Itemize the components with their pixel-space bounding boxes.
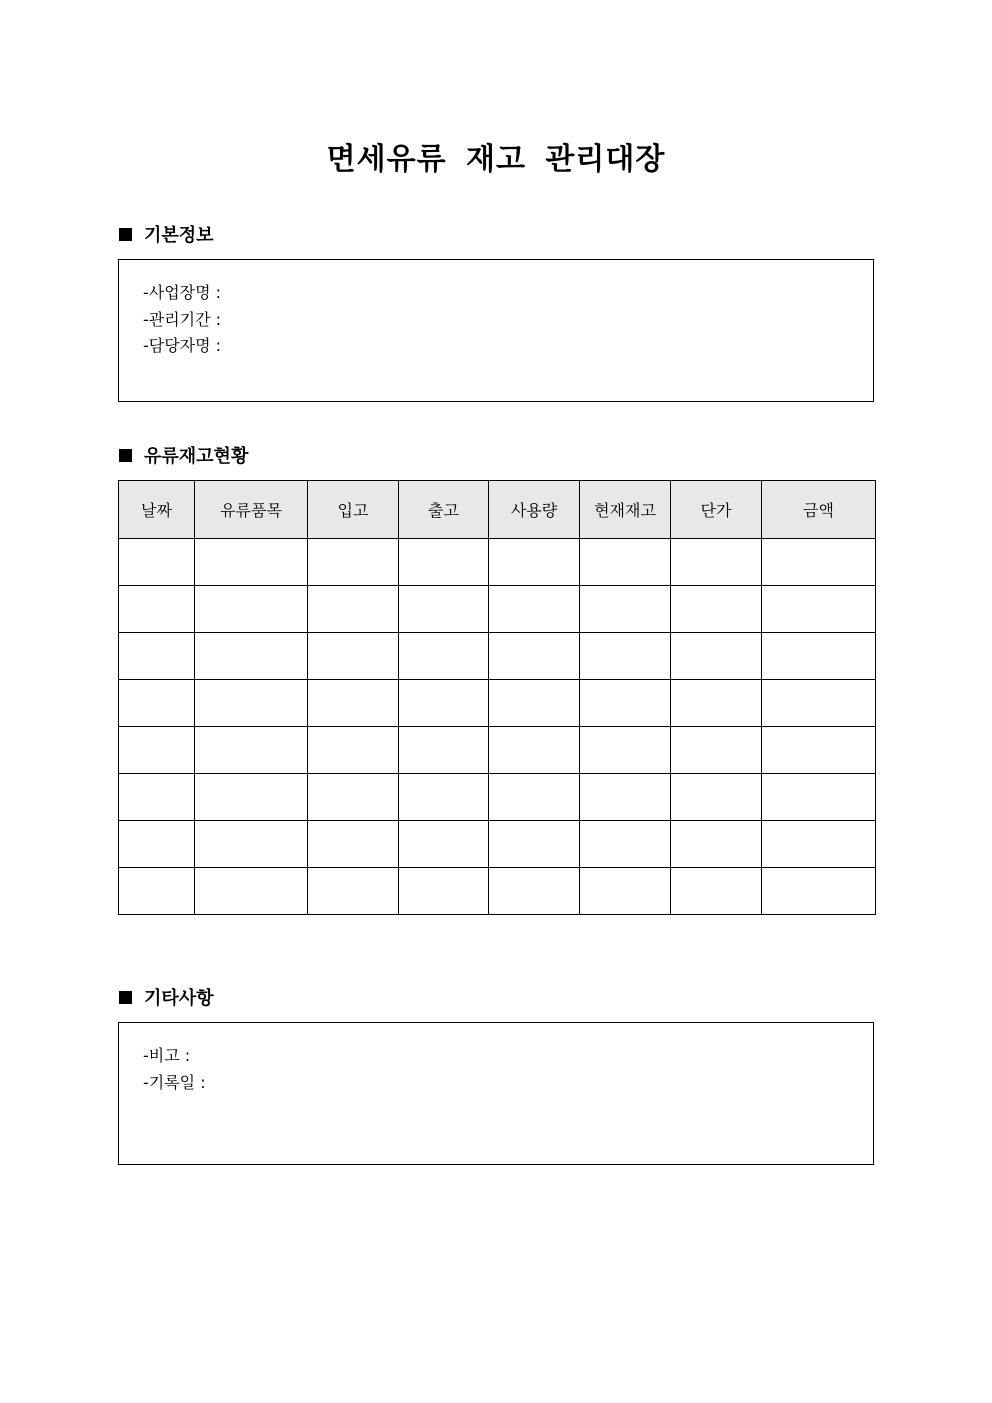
table-cell[interactable] [195, 821, 308, 868]
column-header-current-stock: 현재재고 [580, 481, 671, 539]
table-cell[interactable] [489, 539, 580, 586]
table-cell[interactable] [119, 539, 195, 586]
table-cell[interactable] [195, 868, 308, 915]
table-cell[interactable] [580, 727, 671, 774]
table-cell[interactable] [399, 727, 489, 774]
table-row [119, 539, 876, 586]
table-cell[interactable] [489, 774, 580, 821]
document-title: 면세유류 재고 관리대장 [326, 142, 666, 177]
table-cell[interactable] [671, 727, 762, 774]
table-cell[interactable] [119, 633, 195, 680]
other-heading [119, 985, 214, 1009]
table-cell[interactable] [671, 633, 762, 680]
table-cell[interactable] [762, 868, 876, 915]
table-cell[interactable] [195, 633, 308, 680]
table-row [119, 633, 876, 680]
table-cell[interactable] [671, 821, 762, 868]
table-cell[interactable] [489, 586, 580, 633]
basic-info-box [118, 259, 874, 402]
table-cell[interactable] [580, 774, 671, 821]
square-bullet-icon [119, 228, 132, 241]
remarks-field[interactable]: -비고 : [143, 1046, 191, 1065]
business-name-field[interactable]: -사업장명 : [143, 283, 222, 302]
table-row [119, 727, 876, 774]
table-cell[interactable] [489, 868, 580, 915]
column-header-inbound: 입고 [308, 481, 399, 539]
table-cell[interactable] [489, 633, 580, 680]
other-heading-label: 기타사항 [144, 988, 214, 1009]
table-cell[interactable] [580, 868, 671, 915]
column-header-usage: 사용량 [489, 481, 580, 539]
table-cell[interactable] [762, 680, 876, 727]
manager-name-field[interactable]: -담당자명 : [143, 336, 222, 355]
table-cell[interactable] [762, 727, 876, 774]
table-cell[interactable] [399, 586, 489, 633]
table-cell[interactable] [308, 774, 399, 821]
table-cell[interactable] [195, 539, 308, 586]
column-header-outbound: 출고 [399, 481, 489, 539]
table-cell[interactable] [399, 633, 489, 680]
table-cell[interactable] [762, 586, 876, 633]
table-cell[interactable] [195, 727, 308, 774]
table-cell[interactable] [195, 774, 308, 821]
table-cell[interactable] [399, 539, 489, 586]
table-cell[interactable] [308, 586, 399, 633]
table-cell[interactable] [671, 539, 762, 586]
square-bullet-icon [119, 449, 132, 462]
column-header-date: 날짜 [119, 481, 195, 539]
table-cell[interactable] [762, 539, 876, 586]
table-cell[interactable] [308, 539, 399, 586]
table-cell[interactable] [580, 680, 671, 727]
table-cell[interactable] [399, 774, 489, 821]
column-header-unit-price: 단가 [671, 481, 762, 539]
table-cell[interactable] [399, 821, 489, 868]
table-cell[interactable] [580, 633, 671, 680]
table-cell[interactable] [119, 586, 195, 633]
table-cell[interactable] [119, 774, 195, 821]
table-cell[interactable] [399, 680, 489, 727]
table-row [119, 821, 876, 868]
square-bullet-icon [119, 991, 132, 1004]
table-row [119, 774, 876, 821]
table-cell[interactable] [308, 727, 399, 774]
management-period-field[interactable]: -관리기간 : [143, 309, 222, 329]
other-box [118, 1022, 874, 1165]
table-cell[interactable] [119, 821, 195, 868]
table-cell[interactable] [399, 868, 489, 915]
inventory-heading-label: 유류재고현황 [144, 446, 249, 467]
column-header-amount: 금액 [762, 481, 876, 539]
table-cell[interactable] [195, 680, 308, 727]
table-cell[interactable] [762, 774, 876, 821]
table-cell[interactable] [671, 868, 762, 915]
basic-info-heading [119, 222, 214, 246]
inventory-table [118, 480, 876, 915]
table-row [119, 680, 876, 727]
table-cell[interactable] [580, 539, 671, 586]
table-cell[interactable] [671, 680, 762, 727]
table-cell[interactable] [119, 680, 195, 727]
table-cell[interactable] [119, 727, 195, 774]
basic-info-heading-label: 기본정보 [144, 225, 214, 246]
table-cell[interactable] [762, 633, 876, 680]
table-cell[interactable] [119, 868, 195, 915]
table-cell[interactable] [308, 821, 399, 868]
table-header-row [119, 481, 876, 539]
table-cell[interactable] [671, 586, 762, 633]
table-row [119, 586, 876, 633]
table-cell[interactable] [489, 680, 580, 727]
table-cell[interactable] [308, 633, 399, 680]
table-cell[interactable] [308, 868, 399, 915]
table-cell[interactable] [580, 586, 671, 633]
table-cell[interactable] [580, 821, 671, 868]
table-cell[interactable] [762, 821, 876, 868]
column-header-fuel-item: 유류품목 [195, 481, 308, 539]
inventory-heading [119, 443, 248, 467]
table-row [119, 868, 876, 915]
record-date-field[interactable]: -기록일 : [143, 1072, 206, 1092]
table-cell[interactable] [308, 680, 399, 727]
table-cell[interactable] [671, 774, 762, 821]
table-cell[interactable] [489, 821, 580, 868]
table-cell[interactable] [195, 586, 308, 633]
table-cell[interactable] [489, 727, 580, 774]
